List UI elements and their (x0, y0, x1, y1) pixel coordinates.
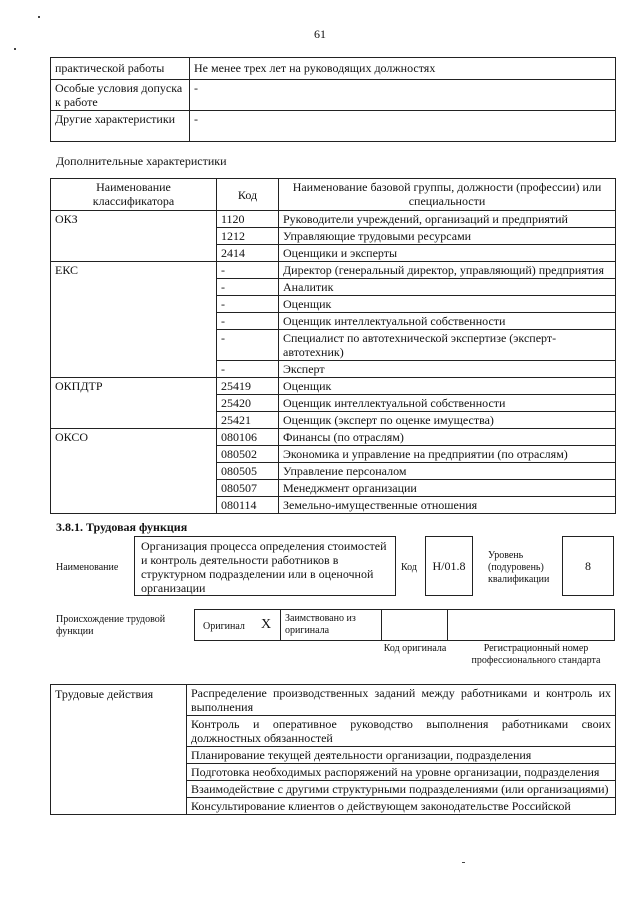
function-name: Организация процесса определения стоимостей и контроль деятельности работников в структурном подразделении или в оценочной организации (141, 539, 387, 595)
title-cell: Оценщики и эксперты (279, 245, 616, 262)
reg-number-caption: Регистрационный номер профессионального стандарта (471, 643, 601, 666)
title-cell: Управляющие трудовыми ресурсами (279, 228, 616, 245)
code-cell: 1212 (217, 228, 279, 245)
title-cell: Оценщик (279, 378, 616, 395)
title-cell: Оценщик (279, 296, 616, 313)
title-cell: Эксперт (279, 361, 616, 378)
original-mark: X (261, 617, 272, 632)
scan-speck (462, 862, 465, 863)
title-cell: Финансы (по отраслям) (279, 429, 616, 446)
name-label: Наименование (56, 562, 119, 573)
code-cell: 25421 (217, 412, 279, 429)
origin-label: Происхождение трудовой функции (56, 614, 166, 637)
title-cell: Экономика и управление на предприятии (по отраслям) (279, 446, 616, 463)
labor-action-item: Взаимодействие с другими структурными подразделениями (или организациями) (187, 781, 616, 798)
origin-box (194, 609, 615, 641)
code-cell: - (217, 313, 279, 330)
code-cell: - (217, 296, 279, 313)
title-cell: Аналитик (279, 279, 616, 296)
header-classifier: Наименование классификатора (51, 179, 217, 211)
table-row (51, 685, 616, 716)
classifier-name: ОКЗ (51, 211, 217, 262)
code-cell: 080114 (217, 497, 279, 514)
labor-action-item: Консультирование клиентов о действующем законодательстве Российской (187, 798, 616, 815)
function-code: H/01.8 (432, 559, 466, 573)
title-cell: Земельно-имущественные отношения (279, 497, 616, 514)
table-row (51, 262, 616, 279)
classifier-name: ОКПДТР (51, 378, 217, 429)
labor-actions-label: Трудовые действия (51, 685, 187, 815)
level-box (562, 536, 614, 596)
table-row (51, 58, 616, 80)
classifier-name: ЕКС (51, 262, 217, 378)
level-label: Уровень (подуровень) квалификации (488, 550, 550, 585)
table-row (51, 111, 616, 142)
top-table (50, 57, 616, 142)
code-cell: - (217, 262, 279, 279)
code-cell: 080106 (217, 429, 279, 446)
function-code-box (425, 536, 473, 596)
table-row (51, 429, 616, 446)
labor-action-item: Планирование текущей деятельности организации, подразделения (187, 747, 616, 764)
title-cell: Руководители учреждений, организаций и предприятий (279, 211, 616, 228)
header-code: Код (217, 179, 279, 211)
level-value: 8 (585, 559, 591, 573)
code-cell: 1120 (217, 211, 279, 228)
code-label: Код (401, 562, 417, 573)
row-value: Не менее трех лет на руководящих должностях (190, 58, 616, 80)
labor-action-item: Распределение производственных заданий между работниками и контроль их выполнения (187, 685, 616, 716)
code-cell: 25419 (217, 378, 279, 395)
additional-title: Дополнительные характеристики (56, 154, 227, 168)
title-cell: Оценщик интеллектуальной собственности (279, 395, 616, 412)
code-cell: - (217, 361, 279, 378)
title-cell: Оценщик интеллектуальной собственности (279, 313, 616, 330)
header-row (51, 179, 616, 211)
title-cell: Менеджмент организации (279, 480, 616, 497)
code-cell: - (217, 330, 279, 361)
row-label: Другие характеристики (51, 111, 190, 142)
divider (447, 610, 448, 640)
scan-speck (14, 48, 16, 50)
page-number: 61 (314, 27, 326, 41)
labor-action-item: Подготовка необходимых распоряжений на уровне организации, подразделения (187, 764, 616, 781)
labor-actions-table (50, 684, 616, 815)
function-name-box (134, 536, 396, 596)
row-value: - (190, 111, 616, 142)
divider (381, 610, 382, 640)
title-cell: Оценщик (эксперт по оценке имущества) (279, 412, 616, 429)
code-cell: - (217, 279, 279, 296)
labor-action-item: Контроль и оперативное руководство выполнения работниками своих должностных обязанностей (187, 716, 616, 747)
title-cell: Управление персоналом (279, 463, 616, 480)
scan-speck (38, 16, 40, 18)
classifier-table (50, 178, 616, 514)
code-cell: 080507 (217, 480, 279, 497)
code-cell: 080505 (217, 463, 279, 480)
function-title: 3.8.1. Трудовая функция (56, 520, 188, 534)
table-row (51, 80, 616, 111)
original-label: Оригинал (203, 621, 245, 632)
header-title: Наименование базовой группы, должности (профессии) или специальности (279, 179, 616, 211)
row-label: практической работы (51, 58, 190, 80)
table-row (51, 378, 616, 395)
classifier-name: ОКСО (51, 429, 217, 514)
code-cell: 080502 (217, 446, 279, 463)
row-label: Особые условия допуска к работе (51, 80, 190, 111)
divider (280, 610, 281, 640)
code-cell: 2414 (217, 245, 279, 262)
table-row (51, 211, 616, 228)
code-cell: 25420 (217, 395, 279, 412)
borrowed-label: Заимствовано из оригинала (285, 613, 356, 636)
title-cell: Специалист по автотехнической экспертизе (эксперт-автотехник) (279, 330, 616, 361)
orig-code-caption: Код оригинала (383, 643, 447, 654)
title-cell: Директор (генеральный директор, управляющий) предприятия (279, 262, 616, 279)
row-value: - (190, 80, 616, 111)
